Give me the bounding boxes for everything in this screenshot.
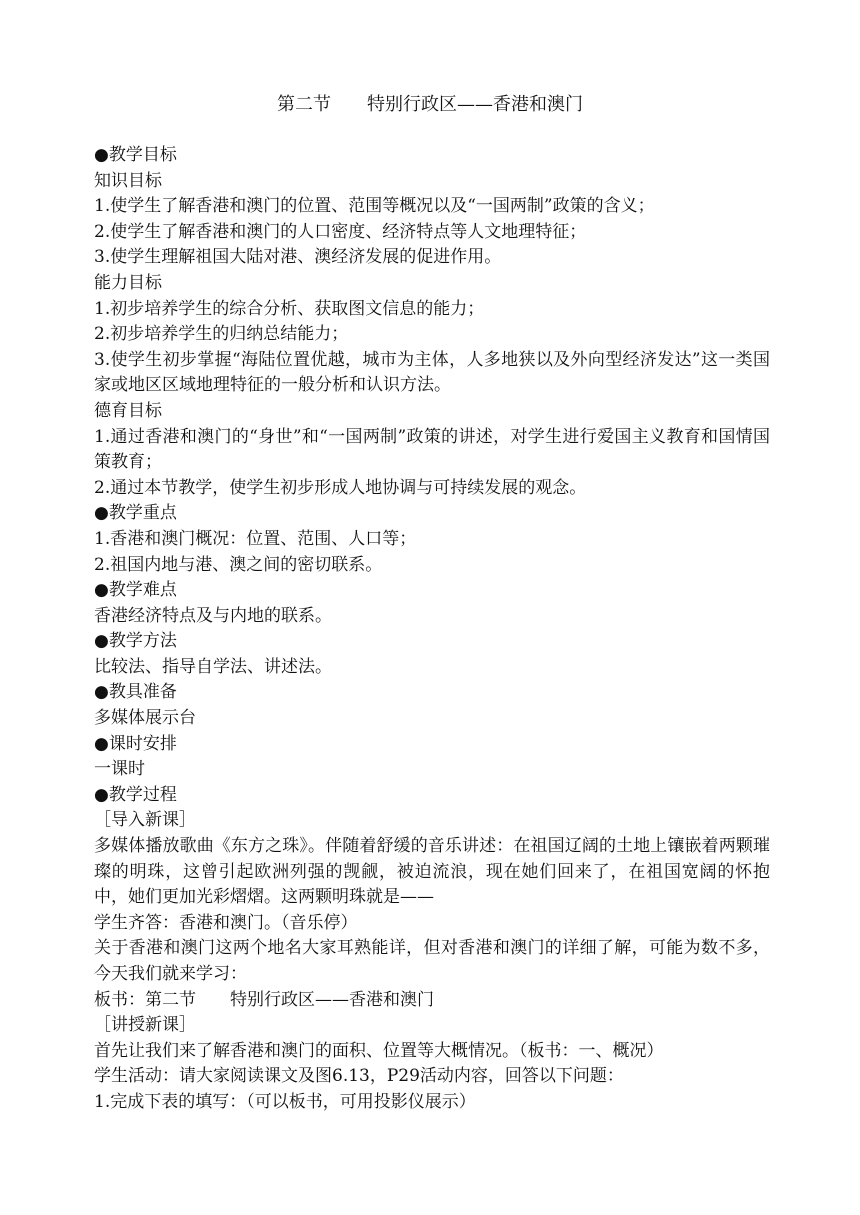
list-item: 3.使学生初步掌握“海陆位置优越，城市为主体，人多地狭以及外向型经济发达”这一类国家或地区区域地理特征的一般分析和认识方法。 bbox=[94, 349, 770, 396]
subheading-knowledge-goals: 知识目标 bbox=[94, 170, 162, 191]
list-item: 1.通过香港和澳门的“身世”和“一国两制”政策的讲述，对学生进行爱国主义教育和国情国策教育； bbox=[94, 426, 770, 473]
list-item: 2.祖国内地与港、澳之间的密切联系。 bbox=[94, 554, 383, 575]
section-heading-methods: ●教学方法 bbox=[94, 631, 177, 652]
list-item: 1.使学生了解香港和澳门的位置、范围等概况以及“一国两制”政策的含义； bbox=[94, 196, 655, 217]
section-heading-teaching-goals: ●教学目标 bbox=[94, 145, 177, 165]
methods-text: 比较法、指导自学法、讲述法。 bbox=[94, 656, 332, 677]
difficulty-text: 香港经济特点及与内地的联系。 bbox=[94, 605, 332, 626]
list-item: 1.香港和澳门概况：位置、范围、人口等； bbox=[94, 528, 417, 549]
list-item: 2.通过本节教学，使学生初步形成人地协调与可持续发展的观念。 bbox=[94, 477, 587, 498]
section-heading-schedule: ●课时安排 bbox=[94, 733, 177, 754]
intro-paragraph: 多媒体播放歌曲《东方之珠》。伴随着舒缓的音乐讲述：在祖国辽阔的土地上镶嵌着两颗璀璨的明珠，这曾引起欧洲列强的觊觎，被迫流浪，现在她们回来了，在祖国宽阔的怀抱中，她们更加光彩熠熠。这两颗明珠就是—— bbox=[94, 836, 770, 908]
lecture-intro: 首先让我们来了解香港和澳门的面积、位置等大概情况。（板书：一、概况） bbox=[94, 1040, 664, 1061]
page-title: 第二节 特别行政区——香港和澳门 bbox=[277, 94, 583, 115]
list-item: 1.初步培养学生的综合分析、获取图文信息的能力； bbox=[94, 298, 485, 319]
activity-item: 1.完成下表的填写：（可以板书，可用投影仪展示） bbox=[94, 1091, 476, 1112]
section-heading-process: ●教学过程 bbox=[94, 784, 177, 805]
student-activity: 学生活动：请大家阅读课文及图6.13，P29活动内容，回答以下问题： bbox=[94, 1066, 624, 1087]
students-answer: 学生齐答：香港和澳门。（音乐停） bbox=[94, 912, 358, 933]
section-heading-tools: ●教具准备 bbox=[94, 682, 177, 703]
list-item: 2.使学生了解香港和澳门的人口密度、经济特点等人文地理特征； bbox=[94, 221, 587, 242]
tools-text: 多媒体展示台 bbox=[94, 708, 196, 729]
intro-heading: ［导入新课］ bbox=[94, 810, 196, 831]
lecture-heading: ［讲授新课］ bbox=[94, 1015, 196, 1036]
document-body bbox=[94, 143, 770, 1116]
transition-paragraph: 关于香港和澳门这两个地名大家耳熟能详，但对香港和澳门的详细了解，可能为数不多，今天我们就来学习： bbox=[94, 938, 770, 985]
list-item: 2.初步培养学生的归纳总结能力； bbox=[94, 324, 349, 345]
section-heading-difficulties: ●教学难点 bbox=[94, 580, 177, 601]
section-heading-key-points: ●教学重点 bbox=[94, 503, 177, 524]
board-title: 板书：第二节 特别行政区——香港和澳门 bbox=[94, 989, 434, 1010]
schedule-text: 一课时 bbox=[94, 759, 145, 780]
subheading-ability-goals: 能力目标 bbox=[94, 272, 162, 293]
list-item: 3.使学生理解祖国大陆对港、澳经济发展的促进作用。 bbox=[94, 247, 502, 268]
subheading-moral-goals: 德育目标 bbox=[94, 400, 162, 421]
